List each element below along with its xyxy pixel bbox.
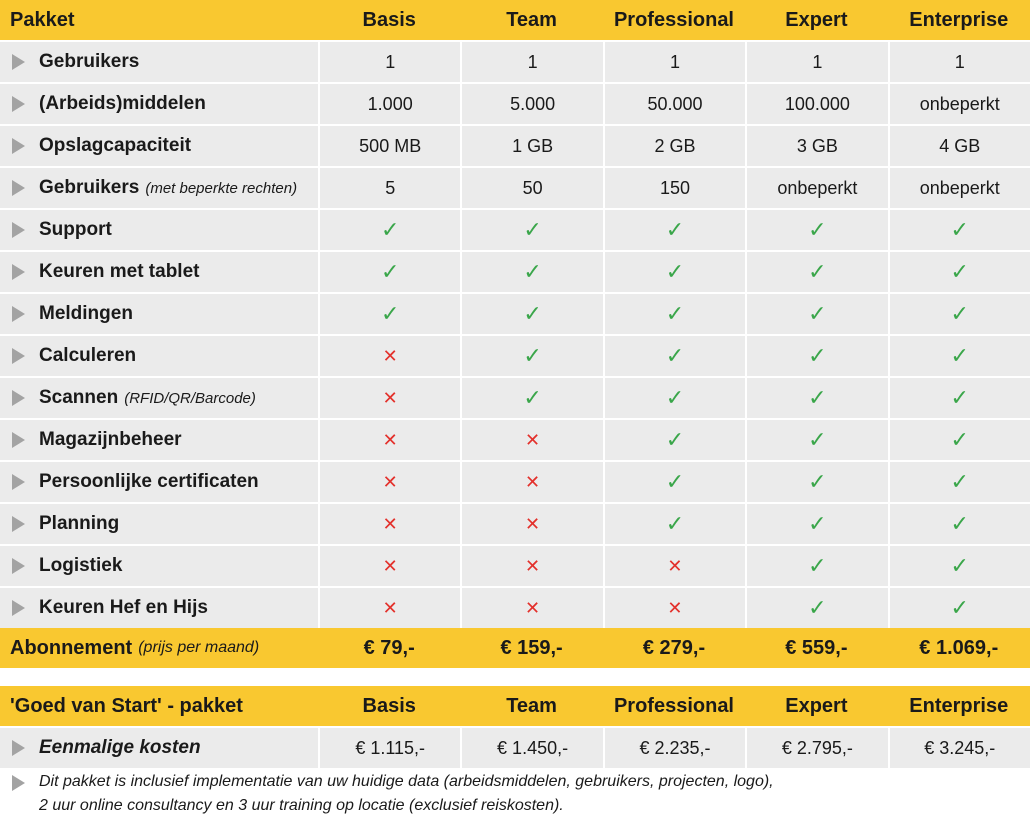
feature-note: (met beperkte rechten) — [145, 179, 298, 197]
feature-row — [0, 586, 1030, 628]
feature-cell-basis — [318, 462, 460, 502]
package-info-line-2 — [0, 794, 1030, 818]
triangle-bullet-icon — [12, 138, 25, 154]
feature-label: Meldingen — [39, 303, 133, 324]
check-icon: ✓ — [808, 301, 827, 326]
cross-icon: ✕ — [525, 597, 541, 618]
feature-label: Gebruikers — [39, 51, 140, 72]
feature-label-cell — [0, 294, 318, 334]
feature-note: (RFID/QR/Barcode) — [124, 389, 256, 407]
check-icon: ✓ — [523, 343, 542, 368]
feature-cell-basis — [318, 546, 460, 586]
check-icon: ✓ — [523, 385, 542, 410]
feature-row — [0, 124, 1030, 166]
check-icon: ✓ — [380, 301, 400, 326]
feature-label-cell — [0, 546, 318, 586]
feature-label: Persoonlijke certificaten — [39, 471, 259, 492]
feature-cell-basis — [318, 588, 460, 628]
feature-cell-expert: 1 — [745, 42, 887, 82]
cross-icon: ✕ — [382, 471, 398, 492]
one-time-cost-label: Eenmalige kosten — [39, 737, 201, 758]
feature-cell-team: 1 — [460, 42, 602, 82]
feature-cell-expert — [745, 420, 887, 460]
check-icon: ✓ — [665, 427, 685, 452]
check-icon: ✓ — [665, 217, 685, 242]
check-icon: ✓ — [950, 553, 969, 578]
feature-label-cell — [0, 252, 318, 292]
cross-icon: ✕ — [667, 597, 683, 618]
feature-cell-basis: 1.000 — [318, 84, 460, 124]
header-plan-basis: Basis — [362, 8, 416, 31]
feature-cell-enterprise: 4 GB — [888, 126, 1030, 166]
feature-row — [0, 82, 1030, 124]
feature-cell-professional — [603, 588, 745, 628]
one-time-cost-professional: € 2.235,- — [603, 728, 745, 768]
starter-plan-expert: Expert — [785, 694, 848, 717]
check-icon: ✓ — [665, 259, 685, 284]
starter-plan-professional: Professional — [613, 694, 734, 717]
package-info — [0, 770, 1030, 818]
check-icon: ✓ — [950, 217, 969, 242]
feature-cell-enterprise: 1 — [888, 42, 1030, 82]
feature-cell-team — [460, 462, 602, 502]
feature-cell-expert — [745, 336, 887, 376]
check-icon: ✓ — [808, 511, 827, 536]
feature-row — [0, 502, 1030, 544]
feature-row — [0, 334, 1030, 376]
feature-cell-expert — [745, 252, 887, 292]
feature-cell-enterprise — [888, 588, 1030, 628]
feature-cell-enterprise — [888, 378, 1030, 418]
check-icon: ✓ — [665, 343, 685, 368]
feature-cell-team — [460, 504, 602, 544]
feature-cell-expert — [745, 462, 887, 502]
feature-cell-team — [460, 378, 602, 418]
feature-cell-basis — [318, 252, 460, 292]
triangle-bullet-icon — [12, 432, 25, 448]
feature-cell-enterprise — [888, 462, 1030, 502]
package-info-line-1 — [0, 770, 1030, 794]
cross-icon: ✕ — [667, 555, 683, 576]
check-icon: ✓ — [808, 385, 827, 410]
starter-header-row — [0, 686, 1030, 726]
one-time-cost-row — [0, 726, 1030, 768]
cross-icon: ✕ — [382, 513, 398, 534]
feature-cell-team — [460, 546, 602, 586]
header-plan-team: Team — [506, 8, 557, 31]
feature-cell-enterprise: onbeperkt — [888, 84, 1030, 124]
feature-cell-expert — [745, 378, 887, 418]
check-icon: ✓ — [523, 301, 542, 326]
feature-cell-expert — [745, 546, 887, 586]
feature-cell-team — [460, 336, 602, 376]
feature-cell-professional: 50.000 — [603, 84, 745, 124]
price-professional: € 279,- — [642, 636, 706, 659]
feature-cell-enterprise — [888, 420, 1030, 460]
feature-cell-expert — [745, 588, 887, 628]
triangle-bullet-icon — [12, 348, 25, 364]
feature-label: Opslagcapaciteit — [39, 135, 192, 156]
feature-cell-expert — [745, 210, 887, 250]
feature-label: Support — [39, 219, 112, 240]
starter-plan-basis: Basis — [362, 694, 416, 717]
one-time-cost-expert: € 2.795,- — [745, 728, 887, 768]
header-plan-enterprise: Enterprise — [909, 8, 1009, 31]
check-icon: ✓ — [808, 217, 827, 242]
pricing-header-row — [0, 0, 1030, 40]
check-icon: ✓ — [808, 595, 827, 620]
feature-row — [0, 544, 1030, 586]
cross-icon: ✕ — [525, 555, 541, 576]
price-expert: € 559,- — [785, 636, 848, 659]
feature-label-cell — [0, 420, 318, 460]
triangle-bullet-icon — [12, 775, 25, 791]
feature-label: Scannen — [39, 387, 119, 408]
feature-label: Keuren Hef en Hijs — [39, 597, 208, 618]
check-icon: ✓ — [380, 259, 400, 284]
feature-label-cell — [0, 378, 318, 418]
check-icon: ✓ — [950, 511, 969, 536]
starter-plan-team: Team — [506, 694, 557, 717]
feature-cell-enterprise — [888, 546, 1030, 586]
feature-label: Magazijnbeheer — [39, 429, 182, 450]
check-icon: ✓ — [665, 469, 685, 494]
cross-icon: ✕ — [382, 429, 398, 450]
feature-row — [0, 376, 1030, 418]
check-icon: ✓ — [380, 217, 400, 242]
feature-cell-enterprise: onbeperkt — [888, 168, 1030, 208]
cross-icon: ✕ — [525, 513, 541, 534]
check-icon: ✓ — [950, 301, 969, 326]
price-enterprise: € 1.069,- — [919, 636, 999, 659]
feature-cell-expert: 3 GB — [745, 126, 887, 166]
feature-row — [0, 250, 1030, 292]
header-label: Pakket — [10, 8, 75, 31]
feature-cell-basis: 5 — [318, 168, 460, 208]
feature-label: Planning — [39, 513, 120, 534]
feature-label: Gebruikers — [39, 177, 140, 198]
check-icon: ✓ — [950, 259, 969, 284]
triangle-bullet-icon — [12, 600, 25, 616]
check-icon: ✓ — [808, 553, 827, 578]
feature-label-cell — [0, 588, 318, 628]
check-icon: ✓ — [950, 427, 969, 452]
check-icon: ✓ — [523, 259, 542, 284]
feature-cell-professional — [603, 294, 745, 334]
triangle-bullet-icon — [12, 306, 25, 322]
feature-label-cell — [0, 336, 318, 376]
starter-package-table — [0, 686, 1030, 768]
check-icon: ✓ — [808, 427, 827, 452]
header-plan-professional: Professional — [613, 8, 734, 31]
package-info-text-2: 2 uur online consultancy en 3 uur training op locatie (exclusief reiskosten). — [39, 797, 564, 814]
feature-cell-team — [460, 210, 602, 250]
price-basis: € 79,- — [363, 636, 415, 659]
check-icon: ✓ — [950, 385, 969, 410]
check-icon: ✓ — [665, 511, 685, 536]
one-time-cost-label-cell — [0, 728, 318, 768]
triangle-bullet-icon — [12, 558, 25, 574]
package-info-text-1: Dit pakket is inclusief implementatie van uw huidige data (arbeidsmiddelen, gebruikers, projecten, logo), — [39, 773, 774, 790]
feature-cell-enterprise — [888, 294, 1030, 334]
triangle-bullet-icon — [12, 222, 25, 238]
feature-label-cell — [0, 84, 318, 124]
feature-label-cell — [0, 504, 318, 544]
feature-cell-basis — [318, 336, 460, 376]
feature-cell-professional — [603, 504, 745, 544]
subscription-label-cell — [0, 628, 318, 668]
feature-cell-enterprise — [888, 252, 1030, 292]
feature-cell-team: 5.000 — [460, 84, 602, 124]
feature-cell-team — [460, 294, 602, 334]
feature-cell-expert: onbeperkt — [745, 168, 887, 208]
feature-cell-team — [460, 420, 602, 460]
check-icon: ✓ — [808, 259, 827, 284]
header-plan-expert: Expert — [785, 8, 848, 31]
check-icon: ✓ — [950, 343, 969, 368]
feature-cell-professional — [603, 420, 745, 460]
feature-row — [0, 460, 1030, 502]
feature-cell-basis — [318, 420, 460, 460]
feature-cell-professional — [603, 252, 745, 292]
feature-label: Calculeren — [39, 345, 137, 366]
starter-plan-enterprise: Enterprise — [909, 694, 1009, 717]
check-icon: ✓ — [808, 343, 827, 368]
check-icon: ✓ — [523, 217, 542, 242]
triangle-bullet-icon — [12, 54, 25, 70]
feature-cell-basis: 500 MB — [318, 126, 460, 166]
feature-cell-professional — [603, 378, 745, 418]
subscription-note: (prijs per maand) — [138, 639, 260, 656]
feature-cell-team — [460, 588, 602, 628]
triangle-bullet-icon — [12, 180, 25, 196]
triangle-bullet-icon — [12, 516, 25, 532]
feature-label: Logistiek — [39, 555, 123, 576]
feature-row — [0, 166, 1030, 208]
feature-label: (Arbeids)middelen — [39, 93, 206, 114]
feature-cell-enterprise — [888, 210, 1030, 250]
triangle-bullet-icon — [12, 264, 25, 280]
check-icon: ✓ — [950, 469, 969, 494]
feature-cell-basis — [318, 294, 460, 334]
feature-cell-team — [460, 252, 602, 292]
feature-cell-basis: 1 — [318, 42, 460, 82]
feature-row — [0, 292, 1030, 334]
triangle-bullet-icon — [12, 474, 25, 490]
feature-label-cell — [0, 42, 318, 82]
feature-cell-professional — [603, 336, 745, 376]
feature-cell-team: 50 — [460, 168, 602, 208]
starter-header-label: 'Goed van Start' - pakket — [10, 694, 243, 717]
feature-row — [0, 40, 1030, 82]
cross-icon: ✕ — [382, 345, 398, 366]
subscription-row — [0, 628, 1030, 668]
feature-cell-professional: 2 GB — [603, 126, 745, 166]
feature-cell-professional — [603, 546, 745, 586]
cross-icon: ✕ — [382, 555, 398, 576]
price-team: € 159,- — [500, 636, 563, 659]
triangle-bullet-icon — [12, 740, 25, 756]
check-icon: ✓ — [950, 595, 969, 620]
feature-label: Keuren met tablet — [39, 261, 200, 282]
feature-cell-basis — [318, 210, 460, 250]
triangle-bullet-icon — [12, 96, 25, 112]
cross-icon: ✕ — [525, 429, 541, 450]
feature-label-cell — [0, 126, 318, 166]
feature-cell-professional — [603, 462, 745, 502]
one-time-cost-basis: € 1.115,- — [318, 728, 460, 768]
cross-icon: ✕ — [382, 387, 398, 408]
check-icon: ✓ — [665, 301, 685, 326]
feature-cell-expert — [745, 294, 887, 334]
subscription-label: Abonnement — [10, 636, 133, 659]
feature-cell-professional — [603, 210, 745, 250]
check-icon: ✓ — [665, 385, 685, 410]
feature-cell-expert: 100.000 — [745, 84, 887, 124]
feature-row — [0, 208, 1030, 250]
feature-label-cell — [0, 168, 318, 208]
feature-cell-enterprise — [888, 336, 1030, 376]
feature-rows — [0, 40, 1030, 628]
triangle-bullet-icon — [12, 390, 25, 406]
feature-label-cell — [0, 210, 318, 250]
one-time-cost-enterprise: € 3.245,- — [888, 728, 1030, 768]
feature-cell-expert — [745, 504, 887, 544]
feature-label-cell — [0, 462, 318, 502]
one-time-cost-team: € 1.450,- — [460, 728, 602, 768]
feature-cell-professional: 1 — [603, 42, 745, 82]
feature-row — [0, 418, 1030, 460]
feature-cell-enterprise — [888, 504, 1030, 544]
check-icon: ✓ — [808, 469, 827, 494]
cross-icon: ✕ — [525, 471, 541, 492]
feature-cell-basis — [318, 504, 460, 544]
cross-icon: ✕ — [382, 597, 398, 618]
feature-cell-professional: 150 — [603, 168, 745, 208]
feature-cell-team: 1 GB — [460, 126, 602, 166]
feature-cell-basis — [318, 378, 460, 418]
